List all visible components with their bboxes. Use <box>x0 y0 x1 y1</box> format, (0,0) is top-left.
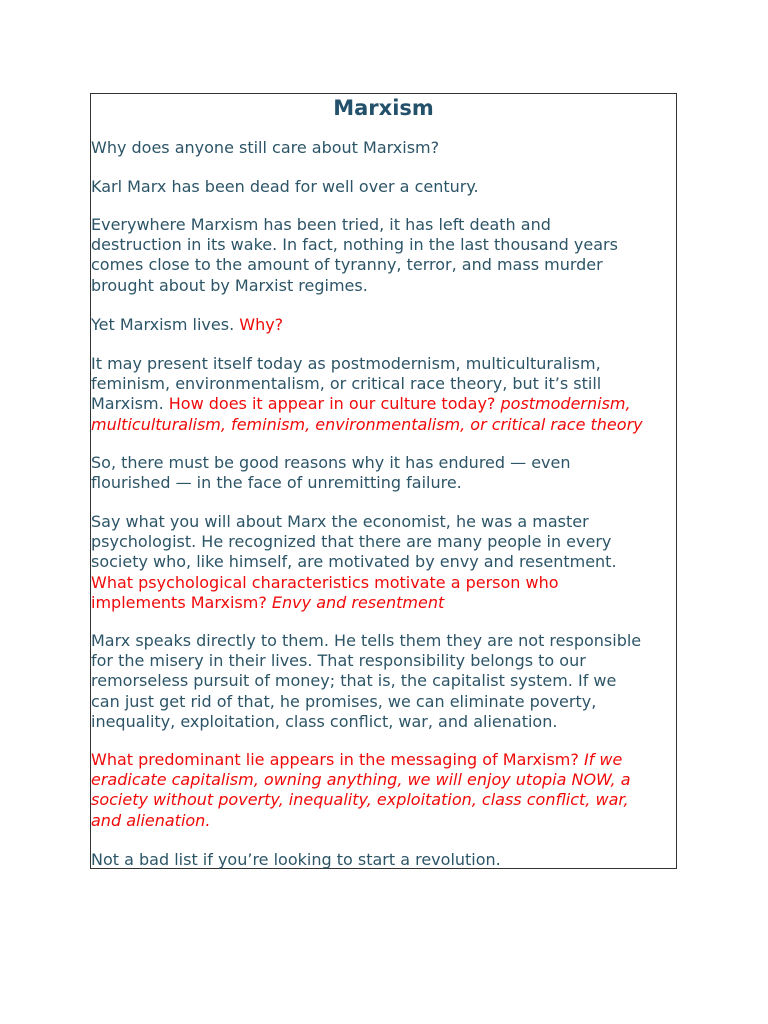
paragraph-8-line: for the misery in their lives. That responsibility belongs to our <box>91 651 586 671</box>
paragraph-8-line: inequality, exploitation, class conflict, war, and alienation. <box>91 711 558 731</box>
paragraph-4-text: Yet Marxism lives. <box>91 315 240 334</box>
annotation-answer: eradicate capitalism, owning anything, we will enjoy utopia NOW, a <box>91 770 631 790</box>
annotation-answer: and alienation. <box>91 810 211 830</box>
annotation-question: What predominant lie appears in the messaging of Marxism? <box>91 750 579 769</box>
annotation-question: implements Marxism? <box>91 592 267 612</box>
paragraph-7-line: society who, like himself, are motivated by envy and resentment. <box>91 552 617 572</box>
annotation-answer: If we <box>583 750 623 769</box>
paragraph-7-line: Say what you will about Marx the economist, he was a master <box>91 512 589 531</box>
paragraph-9 <box>91 750 691 831</box>
paragraph-3-line: brought about by Marxist regimes. <box>91 275 368 295</box>
paragraph-8-line: Marx speaks directly to them. He tells them they are not responsible <box>91 631 642 650</box>
paragraph-7-line: psychologist. He recognized that there are many people in every <box>91 532 612 552</box>
annotation-question: What psychological characteristics motivate a person who <box>91 572 559 592</box>
paragraph-8-line: can just get rid of that, he promises, we can eliminate poverty, <box>91 691 597 711</box>
paragraph-3-line: destruction in its wake. In fact, nothing in the last thousand years <box>91 235 618 255</box>
paragraph-5-line: feminism, environmentalism, or critical race theory, but it’s still <box>91 374 602 394</box>
paragraph-6-line: flourished — in the face of unremitting failure. <box>91 473 462 493</box>
paragraph-5 <box>91 354 691 435</box>
paragraph-5-line: It may present itself today as postmodernism, multiculturalism, <box>91 354 601 373</box>
paragraph-3 <box>91 215 691 296</box>
annotation-question: How does it appear in our culture today? <box>168 394 496 414</box>
paragraph-6-line: So, there must be good reasons why it has endured — even <box>91 453 571 472</box>
paragraph-2 <box>91 177 691 197</box>
paragraph-9-line <box>91 750 691 770</box>
paragraph-1-text: Why does anyone still care about Marxism? <box>91 138 440 157</box>
annotation-answer: society without poverty, inequality, exploitation, class conflict, war, <box>91 790 629 810</box>
paragraph-1 <box>91 138 691 158</box>
paragraph-5-line <box>91 394 691 414</box>
paragraph-7 <box>91 512 691 613</box>
annotation-answer: Envy and resentment <box>271 592 445 612</box>
paragraph-8-line: remorseless pursuit of money; that is, the capitalist system. If we <box>91 671 617 691</box>
annotation-question: Why? <box>239 315 284 334</box>
paragraph-2-text: Karl Marx has been dead for well over a century. <box>91 177 479 196</box>
paragraph-10 <box>91 850 691 870</box>
paragraph-8 <box>91 631 691 732</box>
page-title: Marxism <box>333 96 434 120</box>
paragraph-5-text: Marxism. <box>91 394 169 414</box>
paragraph-4 <box>91 315 691 335</box>
paragraph-4-line <box>91 315 691 335</box>
document-page <box>90 93 677 869</box>
paragraph-6 <box>91 453 691 493</box>
annotation-answer: postmodernism, <box>500 394 631 414</box>
paragraph-10-text: Not a bad list if you’re looking to start a revolution. <box>91 850 501 869</box>
annotation-answer: multiculturalism, feminism, environmentalism, or critical race theory <box>91 414 643 434</box>
paragraph-7-line <box>91 593 691 613</box>
paragraph-3-line: comes close to the amount of tyranny, terror, and mass murder <box>91 255 603 275</box>
paragraph-3-line: Everywhere Marxism has been tried, it has left death and <box>91 215 551 234</box>
